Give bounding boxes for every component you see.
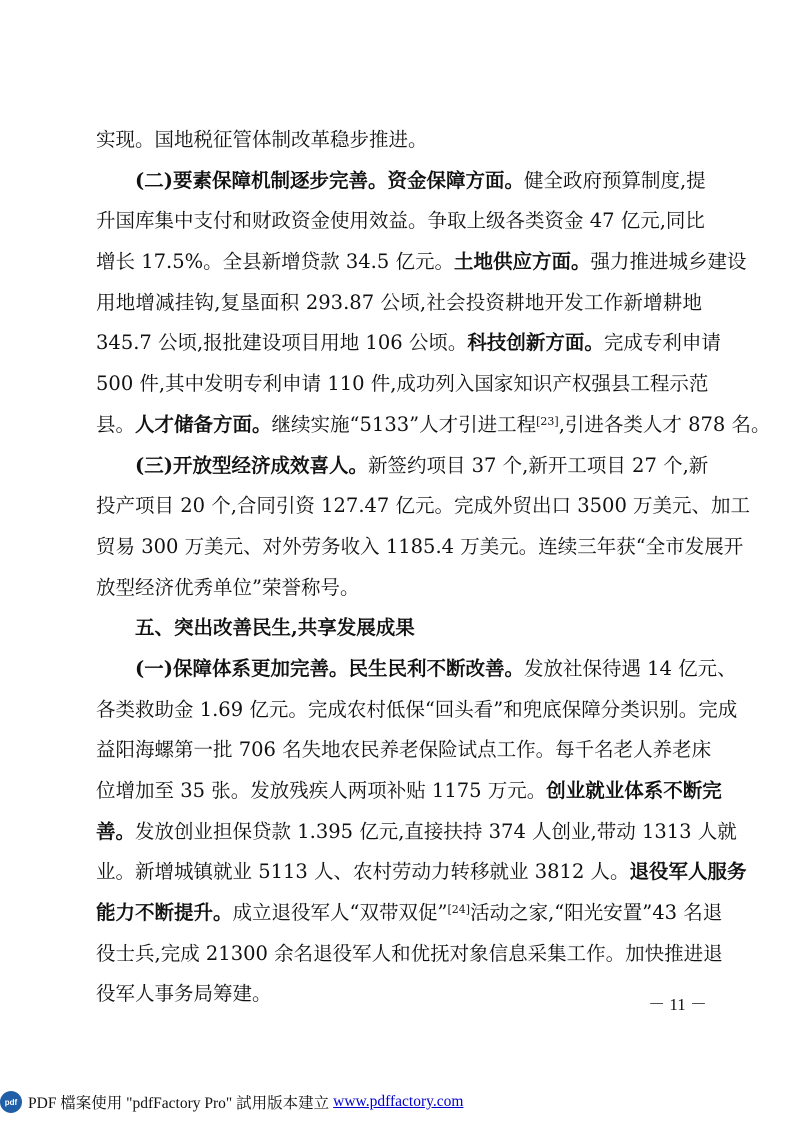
bold-heading-text: 科技创新方面。	[467, 331, 604, 355]
text-line	[96, 852, 747, 893]
text-line	[96, 527, 744, 568]
footnote-ref: [24]	[447, 903, 471, 917]
bold-heading-text: 能力不断提升。	[96, 901, 233, 925]
text-line	[96, 974, 702, 1015]
bold-heading-text: 五、突出改善民生,共享发展成果	[135, 616, 415, 640]
text-run: 活动之家,“阳光安置”43 名退	[470, 901, 723, 925]
bold-heading-text: (一)保障体系更加完善。民生民利不断改善。	[135, 656, 524, 680]
text-run: 强力推进城乡建设	[590, 250, 747, 274]
text-run: 发放社保待遇 14 亿元、	[523, 656, 737, 680]
text-line	[96, 771, 722, 812]
text-run: 345.7 公顷,报批建设项目用地 106 公顷。	[96, 331, 468, 355]
text-run: 继续实施“5133”人才引进工程	[271, 412, 537, 436]
text-run: 升国库集中支付和财政资金使用效益。争取上级各类资金 47 亿元,同比	[96, 209, 705, 233]
bold-heading-text: (三)开放型经济成效喜人。	[135, 453, 368, 477]
text-run: 益阳海螺第一批 706 名失地农民养老保险试点工作。每千名老人养老床	[96, 738, 712, 762]
text-run: 县。	[96, 412, 136, 436]
text-line	[96, 486, 751, 527]
bold-heading-text: 退役军人服务	[629, 860, 747, 884]
document-body	[96, 120, 771, 1015]
text-run: 新签约项目 37 个,新开工项目 27 个,新	[367, 453, 709, 477]
text-run: 位增加至 35 张。发放残疾人两项补贴 1175 万元。	[96, 779, 547, 802]
text-run: 健全政府预算制度,提	[523, 168, 706, 192]
text-line	[96, 649, 737, 690]
pdf-footer	[0, 1090, 463, 1114]
bold-heading-text: 创业就业体系不断完	[546, 779, 722, 802]
text-run: 成立退役军人“双带双促”	[232, 901, 448, 925]
text-line	[96, 201, 705, 242]
text-run: 各类救助金 1.69 亿元。完成农村低保“回头看”和兜底保障分类识别。完成	[96, 697, 738, 721]
page-number: － 11 －	[648, 995, 707, 1014]
text-run: 完成专利申请	[603, 331, 721, 355]
bold-heading-text: 土地供应方面。	[453, 250, 591, 274]
footer-link[interactable]: www.pdffactory.com	[333, 1093, 464, 1110]
text-run: 实现。国地税征管体制改革稳步推进。	[96, 128, 428, 151]
text-run: 发放创业担保贷款 1.395 亿元,直接扶持 374 人创业,带动 1313 人就	[135, 819, 737, 843]
text-run: 役士兵,完成 21300 余名退役军人和优抚对象信息采集工作。加快推进退	[96, 941, 723, 965]
text-line	[96, 608, 702, 649]
text-line	[96, 323, 721, 364]
text-run: 业。新增城镇就业 5113 人、农村劳动力转移就业 3812 人。	[96, 860, 630, 884]
footer-text: PDF 檔案使用 "pdfFactory Pro" 試用版本建立	[28, 1095, 330, 1112]
text-run: 用地增减挂钩,复垦面积 293.87 公顷,社会投资耕地开发工作新增耕地	[96, 290, 702, 314]
text-line	[96, 161, 706, 202]
text-line	[96, 446, 709, 487]
text-run: 增长 17.5%。全县新增贷款 34.5 亿元。	[96, 250, 454, 274]
text-line	[96, 120, 702, 161]
bold-heading-text: 人才储备方面。	[135, 412, 272, 436]
text-run: 500 件,其中发明专利申请 110 件,成功列入国家知识产权强县工程示范	[96, 372, 709, 396]
text-run: 役军人事务局筹建。	[96, 982, 272, 1006]
text-run: 投产项目 20 个,合同引资 127.47 亿元。完成外贸出口 3500 万美元、加工	[96, 494, 751, 518]
pdf-icon: pdf	[0, 1091, 22, 1113]
bold-heading-text: (二)要素保障机制逐步完善。资金保障方面。	[135, 168, 524, 192]
text-line	[96, 812, 737, 853]
footnote-ref: [23]	[536, 414, 559, 428]
text-line	[96, 893, 723, 934]
text-line	[96, 364, 709, 405]
text-line	[96, 690, 738, 731]
text-run: 贸易 300 万美元、对外劳务收入 1185.4 万美元。连续三年获“全市发展开	[96, 534, 744, 558]
text-run: ,引进各类人才 878 名。	[558, 412, 771, 436]
text-line	[96, 568, 702, 609]
text-line	[96, 283, 702, 324]
text-line	[96, 405, 771, 446]
text-line	[96, 934, 723, 975]
bold-heading-text: 善。	[96, 819, 136, 843]
text-line	[96, 730, 712, 771]
text-run: 放型经济优秀单位”荣誉称号。	[96, 575, 360, 599]
text-line	[96, 242, 747, 283]
